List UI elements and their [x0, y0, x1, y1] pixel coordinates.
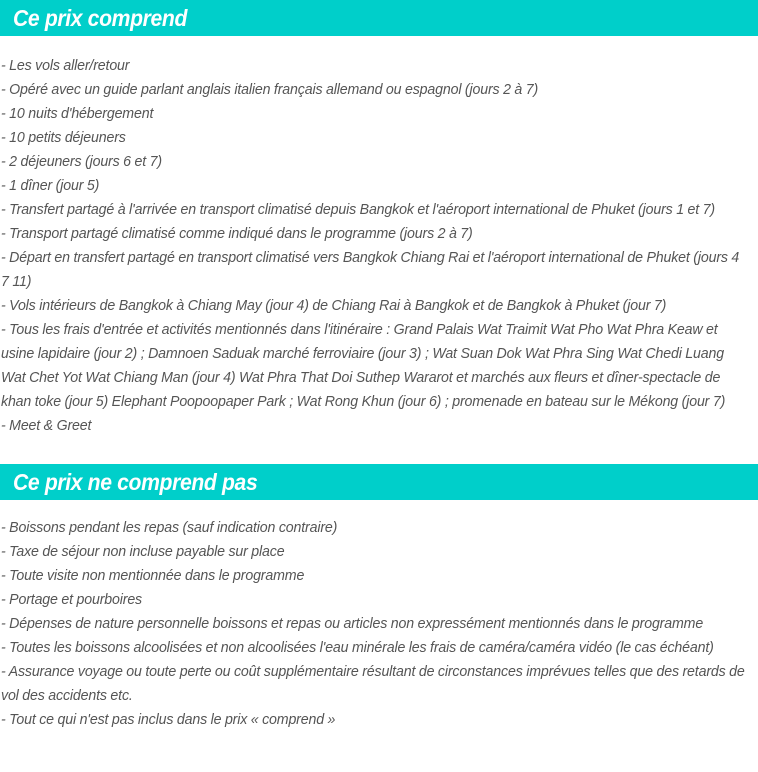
- list-item: - Dépenses de nature personnelle boissons et repas ou articles non expressément mentionnés dans le programme: [1, 616, 704, 632]
- list-item: - 10 petits déjeuners: [1, 130, 126, 146]
- list-item: - Transport partagé climatisé comme indiqué dans le programme (jours 2 à 7): [1, 226, 473, 242]
- spacer-between-sections: [0, 438, 758, 464]
- list-item: - Opéré avec un guide parlant anglais italien français allemand ou espagnol (jours 2 à 7): [1, 82, 539, 98]
- list-item: - Vols intérieurs de Bangkok à Chiang May (jour 4) de Chiang Rai à Bangkok et de Bangkok à Phuket (jour 7): [1, 298, 667, 314]
- list-item: - Tous les frais d'entrée et activités mentionnés dans l'itinéraire : Grand Palais Wat Traimit Wat Pho Wat Phra Keaw et usine lapidaire (jour 2) ; Damnoen Saduak marché ferroviaire (jour 3) ; Wat Suan Dok Wat Phra Sing Wat Chedi Luang Wat Chet Yot Wat Chiang Man (jour 4) Wat Phra That Doi Suthep Wararot et marchés aux fleurs et dîner-spectacle de khan toke (jour 5) Elephant Poopoopaper Park ; Wat Rong Khun (jour 6) ; promenade en bateau sur le Mékong (jour 7): [1, 322, 726, 410]
- list-item: - Portage et pourboires: [1, 592, 142, 608]
- excluded-item-list: [1, 516, 758, 732]
- list-item: - Assurance voyage ou toute perte ou coût supplémentaire résultant de circonstances imprévues telles que des retards de vol des accidents etc.: [1, 664, 745, 704]
- spacer-after-included-header: [0, 36, 758, 54]
- list-item: - Meet & Greet: [1, 418, 92, 434]
- list-item: - Tout ce qui n'est pas inclus dans le prix « comprend »: [1, 712, 336, 728]
- section-body-included: [0, 54, 758, 438]
- section-title-excluded: Ce prix ne comprend pas: [13, 468, 258, 495]
- included-item-list: [1, 54, 758, 438]
- list-item: - Les vols aller/retour: [1, 58, 130, 74]
- list-item: - Toute visite non mentionnée dans le programme: [1, 568, 305, 584]
- section-header-included: [0, 0, 758, 36]
- list-item: - 2 déjeuners (jours 6 et 7): [1, 154, 162, 170]
- list-item: - Boissons pendant les repas (sauf indication contraire): [1, 520, 338, 536]
- section-header-excluded: [0, 464, 758, 500]
- list-item: - Transfert partagé à l'arrivée en transport climatisé depuis Bangkok et l'aéroport international de Phuket (jours 1 et 7): [1, 202, 715, 218]
- section-body-excluded: [0, 516, 758, 732]
- spacer-after-excluded-header: [0, 500, 758, 516]
- section-title-included: Ce prix comprend: [13, 4, 188, 31]
- list-item: - Taxe de séjour non incluse payable sur place: [1, 544, 285, 560]
- list-item: - Toutes les boissons alcoolisées et non alcoolisées l'eau minérale les frais de caméra/caméra vidéo (le cas échéant): [1, 640, 714, 656]
- list-item: - Départ en transfert partagé en transport climatisé vers Bangkok Chiang Rai et l'aéroport international de Phuket (jours 4 7 11): [1, 250, 740, 290]
- list-item: - 1 dîner (jour 5): [1, 178, 100, 194]
- list-item: - 10 nuits d'hébergement: [1, 106, 154, 122]
